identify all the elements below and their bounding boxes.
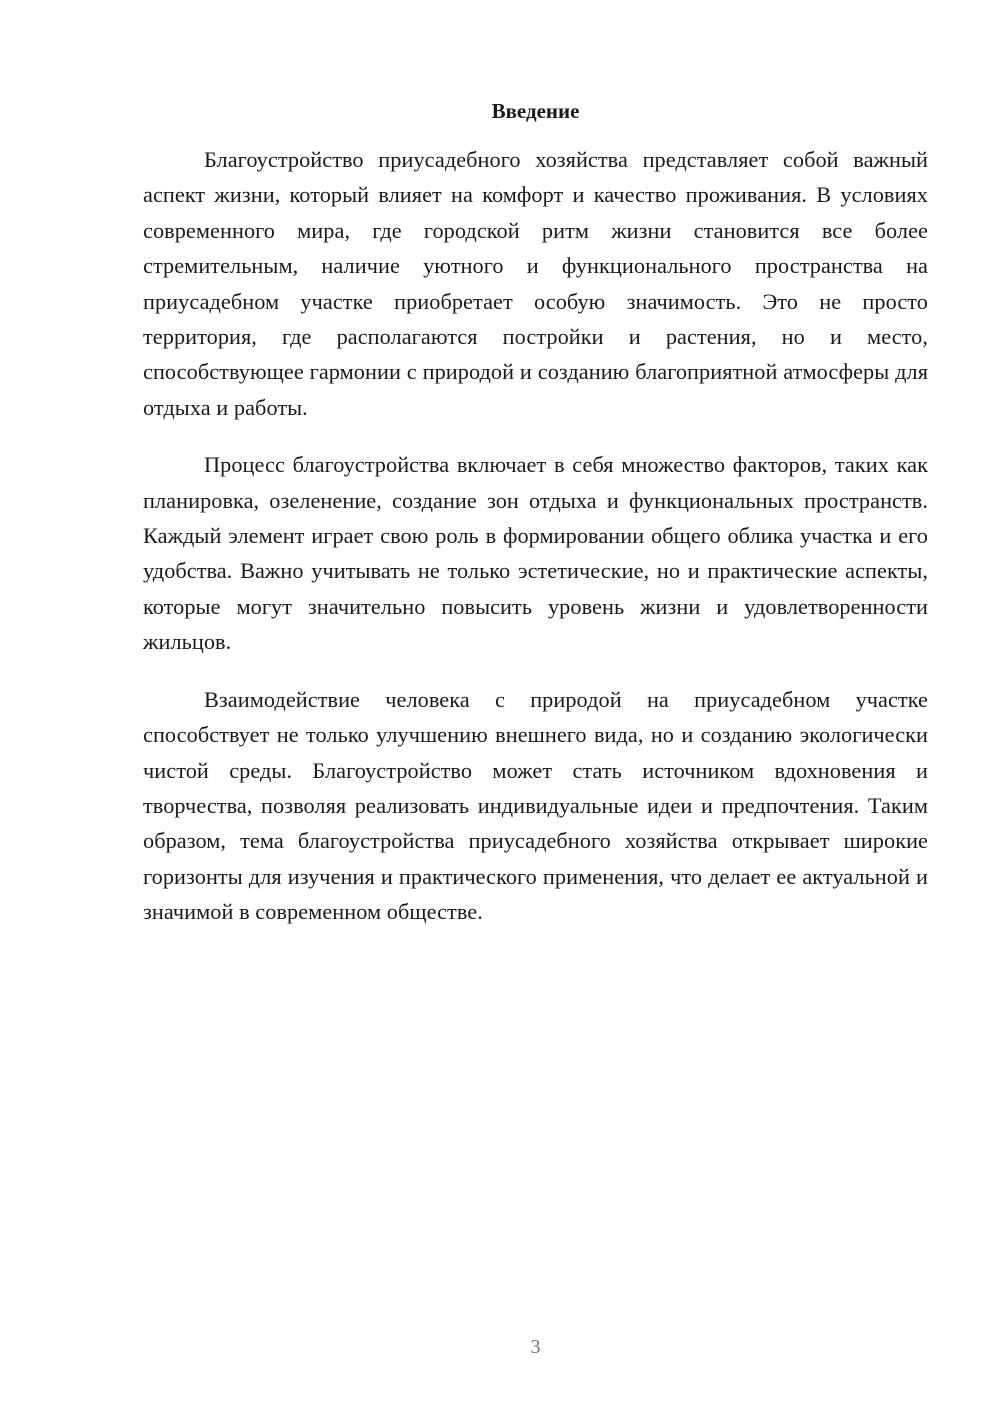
page-number: 3	[530, 1336, 541, 1358]
body-text	[143, 142, 928, 952]
section-heading: Введение	[491, 99, 580, 123]
paragraph-2: Процесс благоустройства включает в себя множество факторов, таких как планировка, озеленение, создание зон отдыха и функциональных пространств. Каждый элемент играет свою роль в формировании общего облика участка и его удобства. Важно учитывать не только эстетические, но и практические аспекты, которые могут значительно повысить уровень жизни и удовлетворенности жильцов.	[143, 452, 928, 655]
paragraph-1: Благоустройство приусадебного хозяйства представляет собой важный аспект жизни, который влияет на комфорт и качество проживания. В условиях современного мира, где городской ритм жизни становится все более стремительным, наличие уютного и функционального пространства на приусадебном участке приобретает особую значимость. Это не просто территория, где располагаются постройки и растения, но и место, способствующее гармонии с природой и созданию благоприятной атмосферы для отдыха и работы.	[143, 147, 928, 420]
paragraph-3: Взаимодействие человека с природой на приусадебном участке способствует не только улучшению внешнего вида, но и созданию экологически чистой среды. Благоустройство может стать источником вдохновения и творчества, позволяя реализовать индивидуальные идеи и предпочтения. Таким образом, тема благоустройства приусадебного хозяйства открывает широкие горизонты для изучения и практического применения, что делает ее актуальной и значимой в современном обществе.	[143, 686, 928, 925]
